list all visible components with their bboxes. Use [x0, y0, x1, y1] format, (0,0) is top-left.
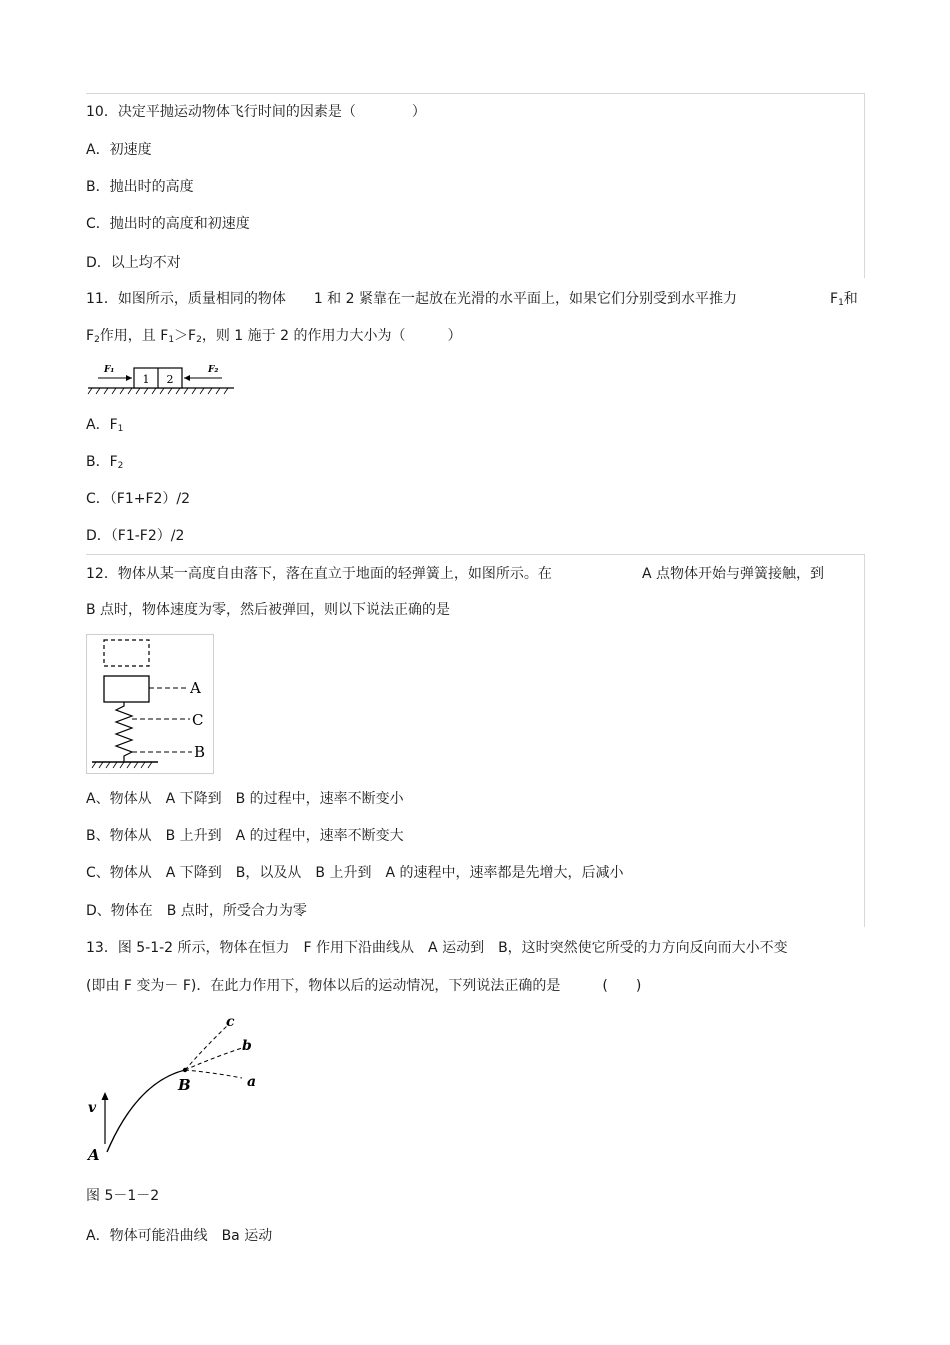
q11-f1-label: F₁ [104, 365, 115, 375]
q13-point-b-label: B [178, 1076, 191, 1094]
q10-option-b: B．抛出时的高度 [86, 179, 194, 195]
q11-block-2-label: 2 [166, 373, 174, 386]
q13-velocity-label: v [88, 1100, 97, 1116]
q12-option-a: A、物体从 A 下降到 B 的过程中，速率不断变小 [86, 791, 404, 807]
q11-option-a: A．$F_1$ [86, 417, 124, 434]
q13-curve-b-label: b [242, 1038, 252, 1054]
q11-option-b: B．$F_2$ [86, 454, 124, 471]
q11-option-d: D．（F1-F2）/2 [86, 528, 185, 544]
q13-line2: (即由 F 变为－ F)．在此力作用下，物体以后的运动情况，下列说法正确的是 ( ) [86, 978, 642, 994]
q13-line1: 13．图 5-1-2 所示，物体在恒力 F 作用下沿曲线从 A 运动到 B，这时突然使它所受的力方向反向而大小不变 [86, 940, 788, 956]
q12-option-c: C、物体从 A 下降到 B，以及从 B 上升到 A 的速程中，速率都是先增大，后减小 [86, 865, 624, 881]
q12-option-b: B、物体从 B 上升到 A 的过程中，速率不断变大 [86, 828, 404, 844]
q10-stem: 10．决定平抛运动物体飞行时间的因素是（ ） [86, 104, 426, 120]
q12-line2: B 点时，物体速度为零，然后被弹回，则以下说法正确的是 [86, 602, 451, 618]
q12-line1b: A 点物体开始与弹簧接触，到 [642, 566, 825, 582]
q10-option-d: D．以上均不对 [86, 255, 181, 271]
q11-line1-f1: $F_1$和 [830, 291, 858, 308]
q11-line1: 11．如图所示，质量相同的物体 1 和 2 紧靠在一起放在光滑的水平面上，如果它们分别受到水平推力 [86, 291, 737, 307]
q13-point-a-label: A [88, 1146, 100, 1164]
q12-option-d: D、物体在 B 点时，所受合力为零 [86, 903, 307, 919]
q11-f2-label: F₂ [208, 365, 219, 375]
q12-point-b-label: B [194, 743, 206, 761]
q12-point-a-label: A [190, 679, 201, 697]
q11-line2: $F_2$作用，且 $F_1>F_2$，则 1 施于 2 的作用力大小为（ ） [86, 328, 462, 345]
q13-figure-caption: 图 5－1－2 [86, 1188, 160, 1204]
q12-point-c-label: C [192, 711, 204, 729]
q11-option-c: C．（F1+F2）/2 [86, 491, 191, 507]
q10-option-a: A．初速度 [86, 142, 152, 158]
q13-curve-a-label: a [247, 1074, 257, 1090]
q11-blocks-figure [86, 358, 236, 398]
q13-curve-c-label: c [226, 1014, 235, 1030]
q11-block-1-label: 1 [142, 373, 150, 386]
q12-spring-figure [86, 634, 214, 774]
q13-curve-figure [82, 1012, 272, 1167]
q10-option-c: C．抛出时的高度和初速度 [86, 216, 250, 232]
q12-line1a: 12．物体从某一高度自由落下，落在直立于地面的轻弹簧上，如图所示。在 [86, 566, 552, 582]
q13-option-a: A．物体可能沿曲线 Ba 运动 [86, 1228, 273, 1244]
